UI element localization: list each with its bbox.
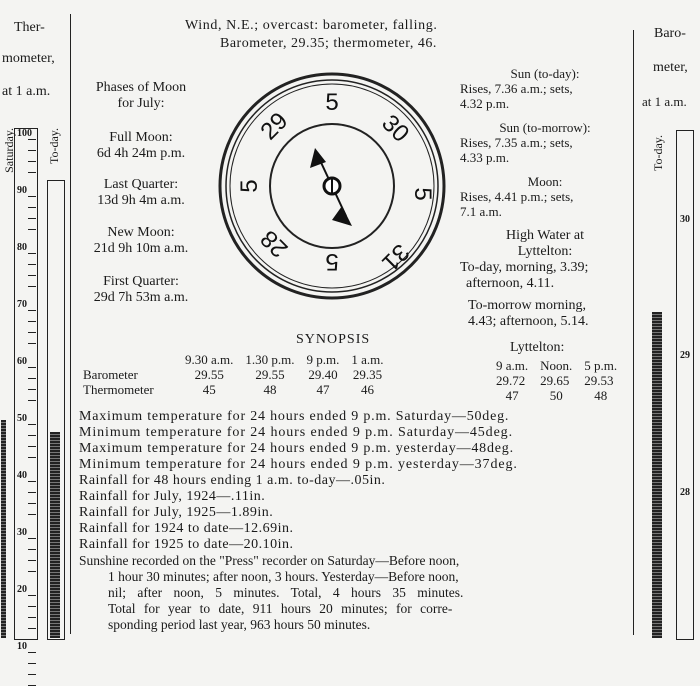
synopsis-line: Total for year to date, 911 hours 20 minutes; for corre- [108,601,453,616]
moon-line-1: Rises, 4.41 p.m.; sets, [460,189,574,204]
thermometer-minor-tick [28,424,36,425]
lyttelton-header: 9 a.m. [496,358,529,373]
thermometer-minor-tick [28,343,36,344]
sun-today [460,66,630,111]
synopsis-cell: 46 [360,382,374,397]
thermometer-minor-tick [28,538,36,539]
thermometer-minor-tick [28,218,36,219]
barometer-heading-2: meter, [653,60,688,75]
saturday-mercury-bar [1,420,6,638]
thermometer-minor-tick [28,264,36,265]
lyttelton-header: 5 p.m. [584,358,618,373]
thermometer-minor-tick [28,571,36,572]
thermometer-tick-70: 70 [17,299,27,310]
thermometer-minor-tick [28,481,36,482]
wind-arrow-head [310,148,326,168]
barometer-heading-3: at 1 a.m. [642,94,687,109]
today-label-left: To-day. [47,128,61,165]
synopsis-cell: 29.40 [308,367,338,382]
weather-header-line-1: Wind, N.E.; overcast: barometer, falling. [185,18,438,33]
synopsis-line: 1 hour 30 minutes; after noon, 3 hours. Yesterday—Before noon, [108,569,459,584]
synopsis-line: Rainfall for 1924 to date—12.69in. [79,521,294,536]
right-column-rule [633,30,634,635]
moon-phase-new [76,225,206,257]
thermometer-minor-tick [28,150,36,151]
moon-phases-subheading: for July: [117,96,165,111]
lyttelton-barometer-value: 29.72 [496,373,526,388]
moon-phase-name: First Quarter: [103,274,179,289]
thermometer-minor-tick [28,207,36,208]
moon-phase-last-quarter [76,177,206,209]
lyttelton-table [490,358,623,403]
thermometer-minor-tick [28,503,36,504]
thermometer-heading-3: at 1 a.m. [2,84,51,99]
sun-tomorrow-line-1: Rises, 7.35 a.m.; sets, [460,135,573,150]
wind-arrow-tail [332,206,352,226]
moon-phase-full [76,130,206,162]
sun-tomorrow [460,120,630,165]
lyttelton-title: Lyttelton: [510,340,565,355]
synopsis-cell: 29.55 [255,367,285,382]
thermometer-minor-tick [28,400,36,401]
sun-today-line-2: 4.32 p.m. [460,96,510,111]
high-water [460,228,630,292]
thermometer-heading-1: Ther- [14,20,45,35]
synopsis-header: 9.30 a.m. [185,352,234,367]
thermometer-minor-tick [28,457,36,458]
thermometer-minor-tick [28,161,36,162]
thermometer-minor-tick [28,674,36,675]
dial-number-lower-right: 31 [376,238,415,277]
barometer-scale-1 [676,130,694,640]
dial-number-right: 5 [409,187,436,201]
thermometer-minor-tick [28,514,36,515]
synopsis-line: Rainfall for 48 hours ending 1 a.m. to-day—.05in. [79,473,386,488]
thermometer-minor-tick [28,172,36,173]
sun-today-line-1: Rises, 7.36 a.m.; sets, [460,81,573,96]
thermometer-minor-tick [28,139,36,140]
thermometer-tick-80: 80 [17,242,27,253]
thermometer-minor-tick [28,446,36,447]
thermometer-minor-tick [28,435,36,436]
dial-number-bottom: 5 [325,248,339,275]
thermometer-heading-2: mometer, [2,51,55,66]
synopsis-line: Maximum temperature for 24 hours ended 9 p.m. yesterday—48deg. [79,441,514,456]
high-water-title: High Water at [506,228,584,243]
moon-line-2: 7.1 a.m. [460,204,502,219]
synopsis-row-label: Thermometer [83,382,154,397]
today-label-right: To-day. [651,135,665,172]
lyttelton-barometer-value: 29.65 [540,373,570,388]
synopsis-row-label: Barometer [83,367,138,382]
saturday-label: Saturday. [2,128,16,173]
thermometer-minor-tick [28,253,36,254]
lyttelton-thermometer-value: 50 [549,388,563,403]
saturday-thermometer-scale [14,128,38,640]
thermometer-minor-tick [28,367,36,368]
thermometer-minor-tick [28,286,36,287]
thermometer-tick-90: 90 [17,185,27,196]
thermometer-minor-tick [28,560,36,561]
synopsis-cell: 45 [202,382,216,397]
thermometer-minor-tick [28,229,36,230]
synopsis-line: Sunshine recorded on the "Press" recorder on Saturday—Before noon, [79,553,460,568]
today-mercury-bar [50,432,60,638]
dial-number-left: 5 [236,179,263,193]
synopsis-line: Rainfall for July, 1924—.11in. [79,489,266,504]
moon-phase-time: 6d 4h 24m p.m. [96,146,186,161]
synopsis-cell: 29.35 [352,367,383,382]
moon-phase-time: 21d 9h 10m a.m. [93,241,189,256]
thermometer-minor-tick [28,378,36,379]
moon-phase-time: 13d 9h 4m a.m. [97,193,185,208]
moon-phase-name: New Moon: [107,225,175,240]
thermometer-tick-60: 60 [17,356,27,367]
thermometer-minor-tick [28,663,36,664]
tomorrow-tides-line-1: To-morrow morning, [468,298,587,313]
thermometer-minor-tick [28,492,36,493]
synopsis-cell: 47 [316,382,330,397]
lyttelton-barometer-value: 29.53 [584,373,614,388]
thermometer-minor-tick [28,332,36,333]
synopsis-header: 9 p.m. [306,352,340,367]
thermometer-tick-100: 100 [17,128,32,139]
thermometer-tick-40: 40 [17,470,27,481]
thermometer-minor-tick [28,549,36,550]
barometer-heading-1: Baro- [654,26,686,41]
high-water-subtitle: Lyttelton: [517,244,573,259]
tomorrow-tides [468,298,589,330]
thermometer-tick-30: 30 [17,527,27,538]
synopsis-header: 1 a.m. [351,352,384,367]
thermometer-minor-tick [28,275,36,276]
left-column-rule [70,14,71,634]
lyttelton-thermometer-value: 48 [594,388,608,403]
synopsis-line: Maximum temperature for 24 hours ended 9 p.m. Saturday—50deg. [79,409,510,424]
thermometer-minor-tick [28,606,36,607]
lyttelton-thermometer-value: 47 [505,388,519,403]
dial-number-upper-right: 30 [376,109,415,148]
synopsis-table [77,352,390,397]
barometer-tick-28: 28 [680,487,690,498]
thermometer-minor-tick [28,628,36,629]
dial-number-upper-left: 29 [255,107,294,146]
sun-tomorrow-title: Sun (to-morrow): [499,120,591,135]
thermometer-minor-tick [28,389,36,390]
sun-today-title: Sun (to-day): [510,66,580,81]
lyttelton-header: Noon. [540,358,573,373]
moon-phase-time: 29d 7h 53m a.m. [93,290,189,305]
dial-number-top: 5 [325,89,339,116]
moon-phases-heading: Phases of Moon [95,80,187,95]
barometer-mercury-bar [652,312,662,638]
moon-title: Moon: [527,174,563,189]
wind-arrow [310,148,352,226]
moon-phase-name: Full Moon: [109,130,173,145]
thermometer-minor-tick [28,310,36,311]
synopsis-cell: 48 [263,382,277,397]
moon-times [460,174,630,219]
wind-dial [212,70,452,302]
thermometer-tick-20: 20 [17,584,27,595]
synopsis-line: nil; after noon, 5 minutes. Total, 4 hours 35 minutes. [108,585,464,600]
barometer-tick-29: 29 [680,350,690,361]
thermometer-minor-tick [28,652,36,653]
moon-phase-first-quarter [76,274,206,306]
synopsis-line: Rainfall for 1925 to date—20.10in. [79,537,294,552]
high-water-line-2: afternoon, 4.11. [466,276,555,291]
weather-header-line-2: Barometer, 29.35; thermometer, 46. [220,36,437,51]
synopsis-line: Minimum temperature for 24 hours ended 9 p.m. yesterday—37deg. [79,457,518,472]
synopsis-line: Minimum temperature for 24 hours ended 9 p.m. Saturday—45deg. [79,425,513,440]
synopsis-line: sponding period last year, 963 hours 50 minutes. [108,617,371,632]
tomorrow-tides-line-2: 4.43; afternoon, 5.14. [468,314,589,329]
synopsis-line: Rainfall for July, 1925—1.89in. [79,505,274,520]
synopsis-title: SYNOPSIS [296,332,371,347]
thermometer-minor-tick [28,321,36,322]
thermometer-minor-tick [28,617,36,618]
dial-number-lower-left: 28 [255,224,294,263]
thermometer-minor-tick [28,595,36,596]
thermometer-tick-50: 50 [17,413,27,424]
high-water-line-1: To-day, morning, 3.39; [460,260,589,275]
moon-phase-name: Last Quarter: [103,177,179,192]
synopsis-header: 1.30 p.m. [245,352,295,367]
sun-tomorrow-line-2: 4.33 p.m. [460,150,510,165]
moon-phases-title [76,80,206,112]
synopsis-corner [77,352,179,367]
barometer-tick-30: 30 [680,214,690,225]
synopsis-cell: 29.55 [194,367,224,382]
thermometer-minor-tick [28,196,36,197]
thermometer-tick-10: 10 [17,641,27,652]
